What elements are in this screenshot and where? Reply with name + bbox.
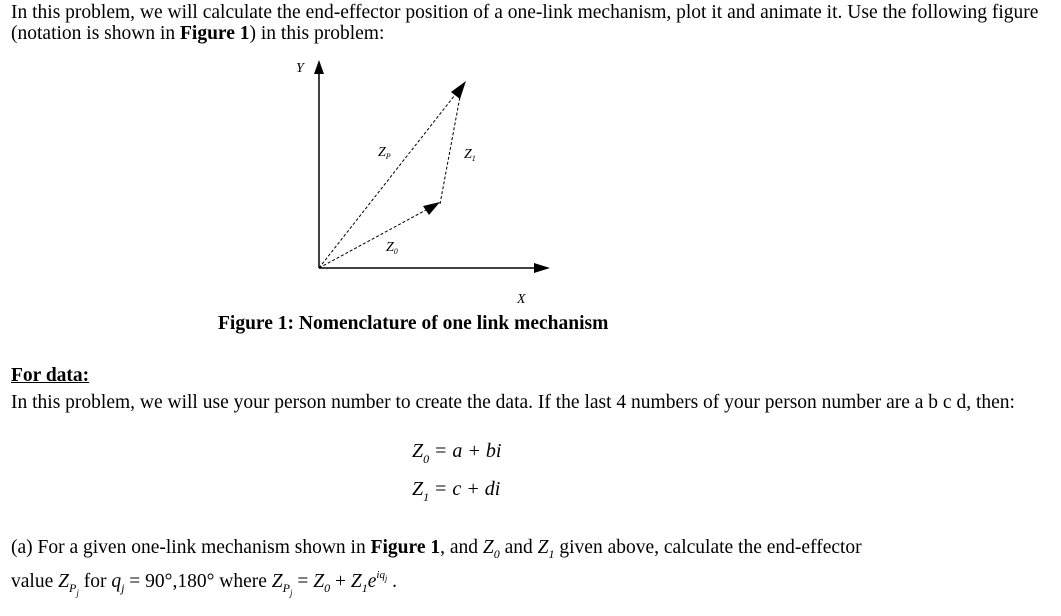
part-a-line-1 <box>11 538 1056 559</box>
z1-label: $Z_1$ <box>464 147 476 163</box>
angle-values: 90°,180° <box>145 571 215 592</box>
part-a-text: given above, calculate the end-effector <box>554 537 862 558</box>
y-axis-arrow <box>314 60 324 74</box>
z1-sub: 1 <box>548 547 555 561</box>
part-a-figure-ref: Figure 1 <box>370 537 441 558</box>
z0-sub: 0 <box>493 547 500 561</box>
eq-op: = <box>435 478 447 500</box>
part-a-text: where <box>214 571 272 592</box>
z0-label: $Z_0$ <box>386 240 398 256</box>
intro-paragraph <box>11 2 1051 44</box>
exp-power: iq <box>376 569 385 581</box>
part-a-text: for <box>78 571 112 592</box>
part-a-text: value <box>11 571 59 592</box>
figure-caption: Figure 1: Nomenclature of one link mechanism <box>218 313 609 334</box>
equation-z0 <box>412 440 502 466</box>
exp-power-sub: j <box>384 574 388 583</box>
y-axis-label: Y <box>296 61 304 76</box>
zp-label: $Z_P$ <box>378 145 391 161</box>
eq-lhs: Z <box>412 478 424 500</box>
z1-vector <box>440 86 462 204</box>
z1-symbol: Z <box>350 571 362 592</box>
part-a-text: (a) For a given one-link mechanism shown in <box>11 537 371 558</box>
eq-op: = <box>435 440 447 462</box>
part-a-line-2 <box>11 569 397 598</box>
plus-sign: + <box>330 571 351 592</box>
section-heading: For data: <box>11 365 90 386</box>
zp-symbol: Z <box>271 571 283 592</box>
intro-figure-ref: Figure 1 <box>180 23 250 44</box>
exp-base: e <box>367 571 377 592</box>
z0-symbol: Z <box>313 571 325 592</box>
z0-vector <box>319 204 437 268</box>
z1-symbol: Z <box>537 537 549 558</box>
part-a-text: and <box>499 537 538 558</box>
z1-sub: 1 <box>361 581 368 595</box>
equation-z1 <box>412 478 501 504</box>
intro-text-end: ) in this problem: <box>249 23 385 44</box>
q-symbol: q <box>111 571 122 592</box>
eq-rhs: c + di <box>452 478 501 500</box>
zp-arrowhead <box>451 81 466 99</box>
intro-text: In this problem, we will calculate the end-effector position of a one-link mechanism, plot it and animate it. Use the following figure (notation is shown in <box>11 2 1039 44</box>
eq-lhs: Z <box>412 440 424 462</box>
data-paragraph: In this problem, we will use your person number to create the data. If the last 4 numbers of your person number are a b c d, then: <box>11 392 1015 413</box>
z0-sub: 0 <box>324 581 331 595</box>
z0-symbol: Z <box>482 537 494 558</box>
zp-sub: P <box>68 581 77 595</box>
q-sub: j <box>121 581 125 595</box>
zp-sub: P <box>282 581 290 595</box>
eq-sub: 0 <box>423 452 430 466</box>
equals-sign: = <box>292 571 314 592</box>
mechanism-figure <box>280 52 570 312</box>
eq-rhs: a + bi <box>452 440 502 462</box>
z0-arrowhead <box>423 202 440 215</box>
x-axis-label: X <box>517 292 526 307</box>
equals-sign: = <box>124 571 146 592</box>
zp-subsub: j <box>290 588 293 598</box>
eq-sub: 1 <box>423 490 430 504</box>
zp-symbol: Z <box>58 571 69 592</box>
zp-subsub: j <box>76 588 79 598</box>
part-a-text: , and <box>440 537 483 558</box>
x-axis-arrow <box>534 263 550 273</box>
period: . <box>387 571 397 592</box>
